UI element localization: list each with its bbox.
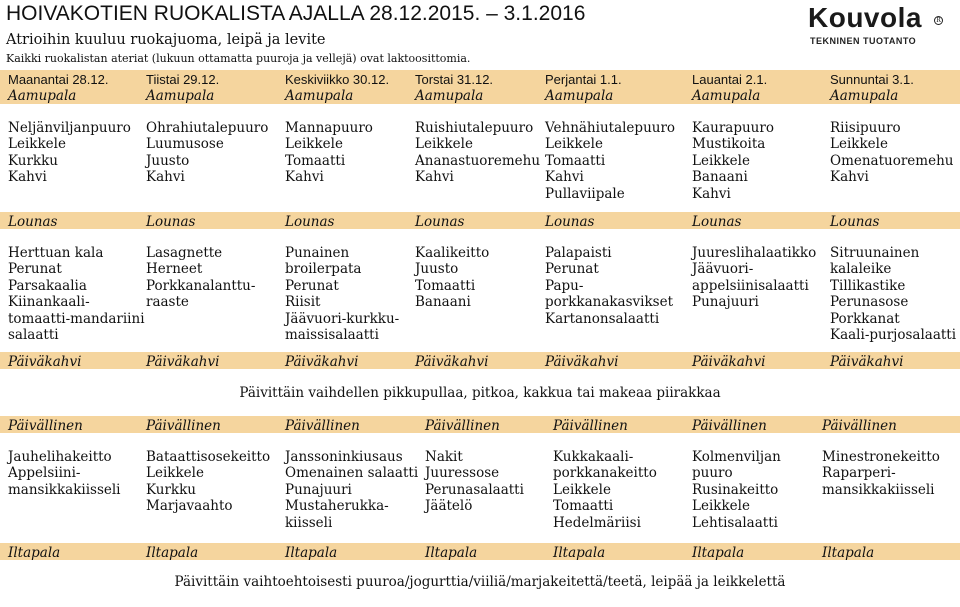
menu-item-paivallinen: mansikkakiisseli xyxy=(822,481,935,498)
menu-item-lounas: Kiinankaali- xyxy=(8,294,90,311)
menu-item-paivallinen: Leikkele xyxy=(553,481,611,498)
menu-item-aamupala: Ananastuoremehu xyxy=(415,152,541,169)
logo-wordmark: Kouvola xyxy=(808,2,922,33)
menu-item-aamupala: Leikkele xyxy=(415,136,473,153)
menu-item-paivallinen: Omenainen salaatti xyxy=(285,465,419,482)
menu-item-paivallinen: Nakit xyxy=(425,449,463,465)
menu-item-paivallinen: kiisseli xyxy=(285,514,333,531)
menu-item-paivallinen: Bataattisosekeitto xyxy=(146,449,271,465)
menu-item-aamupala: Kurkku xyxy=(8,152,58,169)
meal-label-iltapala: Iltapala xyxy=(146,545,199,561)
menu-item-paivallinen: Raparperi- xyxy=(822,465,896,482)
meal-label-paivallinen: Päivällinen xyxy=(146,418,221,434)
menu-item-paivallinen: mansikkakiisseli xyxy=(8,481,121,498)
menu-item-aamupala: Kahvi xyxy=(545,169,584,186)
menu-item-lounas: Lasagnette xyxy=(146,245,223,261)
meal-label-paivakahvi: Päiväkahvi xyxy=(415,354,489,370)
menu-item-paivallinen: Hedelmäriisi xyxy=(553,514,641,531)
menu-item-aamupala: Pullaviipale xyxy=(545,185,625,202)
menu-item-paivallinen: Leikkele xyxy=(692,498,750,515)
meal-label-lounas: Lounas xyxy=(8,214,58,230)
menu-item-paivallinen: Kukkakaali- xyxy=(553,449,634,465)
meal-label-aamupala: Aamupala xyxy=(830,88,899,104)
menu-item-lounas: appelsiinisalaatti xyxy=(692,277,809,294)
registered-mark-icon: R xyxy=(934,16,943,25)
day-header: Maanantai 28.12. xyxy=(8,72,109,87)
meal-label-iltapala: Iltapala xyxy=(692,545,745,561)
menu-item-aamupala: Kaurapuuro xyxy=(692,120,774,136)
menu-item-aamupala: Leikkele xyxy=(830,136,888,153)
day-header: Sunnuntai 3.1. xyxy=(830,72,914,87)
menu-item-aamupala: Luumusose xyxy=(146,136,224,153)
menu-item-lounas: Riisit xyxy=(285,294,321,311)
menu-item-aamupala: Kahvi xyxy=(692,185,731,202)
menu-item-lounas: Tillikastike xyxy=(830,277,906,294)
meal-label-paivakahvi: Päiväkahvi xyxy=(146,354,220,370)
meal-label-lounas: Lounas xyxy=(830,214,880,230)
menu-item-paivallinen: Kolmenviljan xyxy=(692,449,781,465)
lounas-band xyxy=(0,212,960,229)
meal-label-paivakahvi: Päiväkahvi xyxy=(830,354,904,370)
menu-item-aamupala: Mannapuuro xyxy=(285,120,373,136)
menu-item-aamupala: Leikkele xyxy=(8,136,66,153)
menu-item-lounas: Perunat xyxy=(8,261,62,278)
menu-item-lounas: Sitruunainen xyxy=(830,245,920,261)
menu-item-lounas: Jäävuori-kurkku- xyxy=(285,310,400,327)
meal-label-paivallinen: Päivällinen xyxy=(692,418,767,434)
menu-item-paivallinen: puuro xyxy=(692,465,733,482)
menu-item-lounas: tomaatti-mandariini xyxy=(8,310,145,327)
meal-label-paivallinen: Päivällinen xyxy=(822,418,897,434)
menu-item-aamupala: Leikkele xyxy=(692,152,750,169)
meal-label-lounas: Lounas xyxy=(692,214,742,230)
menu-item-lounas: Herttuan kala xyxy=(8,245,104,261)
subtitle: Atrioihin kuuluu ruokajuoma, leipä ja levite xyxy=(6,32,326,48)
menu-item-paivallinen: Lehtisalaatti xyxy=(692,514,778,531)
menu-item-paivallinen: Jauhelihakeitto xyxy=(8,449,112,465)
menu-item-aamupala: Neljänviljanpuuro xyxy=(8,120,131,136)
menu-item-aamupala: Kahvi xyxy=(146,169,185,186)
menu-item-lounas: maissisalaatti xyxy=(285,327,379,343)
menu-item-lounas: Juusto xyxy=(415,261,459,278)
menu-item-paivallinen: Punajuuri xyxy=(285,481,352,498)
menu-item-aamupala: Vehnähiutalepuuro xyxy=(545,120,676,136)
meal-label-aamupala: Aamupala xyxy=(415,88,484,104)
meal-label-iltapala: Iltapala xyxy=(822,545,875,561)
menu-item-paivallinen: Tomaatti xyxy=(553,498,614,515)
logo-tagline: TEKNINEN TUOTANTO xyxy=(810,36,917,46)
meal-label-paivallinen: Päivällinen xyxy=(8,418,83,434)
menu-item-lounas: Juureslihalaatikko xyxy=(692,245,817,261)
menu-item-lounas: Kaalikeitto xyxy=(415,245,490,261)
menu-item-aamupala: Kahvi xyxy=(415,169,454,186)
meal-label-paivallinen: Päivällinen xyxy=(553,418,628,434)
menu-item-lounas: Jäävuori- xyxy=(692,261,754,278)
menu-item-paivallinen: Juuressose xyxy=(425,465,500,482)
meal-label-paivakahvi: Päiväkahvi xyxy=(285,354,359,370)
menu-item-paivallinen: Marjavaahto xyxy=(146,498,233,515)
menu-item-paivallinen: Minestronekeitto xyxy=(822,449,940,465)
menu-item-aamupala: Leikkele xyxy=(545,136,603,153)
menu-item-aamupala: Banaani xyxy=(692,169,748,186)
menu-item-lounas: porkkanakasvikset xyxy=(545,294,673,311)
iltapala-note: Päivittäin vaihtoehtoisesti puuroa/jogurttia/viiliä/marjakeitettä/teetä, leipää ja leikkelettä xyxy=(174,574,786,590)
iltapala-band xyxy=(0,543,960,560)
menu-item-lounas: broilerpata xyxy=(285,261,362,278)
menu-item-lounas: Perunasose xyxy=(830,294,909,311)
menu-item-lounas: Punajuuri xyxy=(692,294,759,311)
menu-item-aamupala: Riisipuuro xyxy=(830,120,901,136)
paivakahvi-note: Päivittäin vaihdellen pikkupullaa, pitkoa, kakkua tai makeaa piirakkaa xyxy=(239,385,721,401)
meal-label-aamupala: Aamupala xyxy=(8,88,77,104)
day-header: Lauantai 2.1. xyxy=(692,72,768,87)
kouvola-logo xyxy=(808,2,958,50)
menu-item-lounas: raaste xyxy=(146,294,189,311)
menu-item-lounas: Herneet xyxy=(146,261,203,278)
meal-label-aamupala: Aamupala xyxy=(692,88,761,104)
meal-label-iltapala: Iltapala xyxy=(553,545,606,561)
menu-item-aamupala: Kahvi xyxy=(285,169,324,186)
meal-label-iltapala: Iltapala xyxy=(285,545,338,561)
lactose-note: Kaikki ruokalistan ateriat (lukuun ottamatta puuroja ja vellejä) ovat laktoosittomia. xyxy=(6,52,471,65)
menu-item-lounas: Parsakaalia xyxy=(8,277,87,294)
menu-item-lounas: Banaani xyxy=(415,294,471,311)
day-header: Torstai 31.12. xyxy=(415,72,494,87)
menu-item-lounas: Porkkanat xyxy=(830,310,900,327)
menu-item-aamupala: Mustikoita xyxy=(692,136,766,153)
menu-item-aamupala: Tomaatti xyxy=(545,152,606,169)
menu-item-aamupala: Leikkele xyxy=(285,136,343,153)
menu-item-aamupala: Ohrahiutalepuuro xyxy=(146,120,269,136)
menu-item-paivallinen: Rusinakeitto xyxy=(692,481,779,498)
menu-item-lounas: Tomaatti xyxy=(415,277,476,294)
menu-item-aamupala: Kahvi xyxy=(8,169,47,186)
meal-label-lounas: Lounas xyxy=(415,214,465,230)
menu-item-aamupala: Kahvi xyxy=(830,169,869,186)
day-header: Perjantai 1.1. xyxy=(545,72,622,87)
menu-item-paivallinen: Mustaherukka- xyxy=(285,498,389,515)
menu-item-paivallinen: Janssoninkiusaus xyxy=(285,449,403,465)
day-header: Tiistai 29.12. xyxy=(146,72,220,87)
meal-label-iltapala: Iltapala xyxy=(425,545,478,561)
meal-label-paivakahvi: Päiväkahvi xyxy=(545,354,619,370)
menu-item-lounas: Porkkanalanttu- xyxy=(146,277,256,294)
menu-item-paivallinen: Kurkku xyxy=(146,481,196,498)
menu-item-aamupala: Juusto xyxy=(146,152,190,169)
meal-label-lounas: Lounas xyxy=(545,214,595,230)
meal-label-lounas: Lounas xyxy=(285,214,335,230)
meal-label-paivakahvi: Päiväkahvi xyxy=(692,354,766,370)
meal-label-iltapala: Iltapala xyxy=(8,545,61,561)
menu-item-lounas: Kaali-purjosalaatti xyxy=(830,327,957,343)
menu-item-lounas: Punainen xyxy=(285,245,350,261)
menu-item-paivallinen: Leikkele xyxy=(146,465,204,482)
menu-item-lounas: salaatti xyxy=(8,327,59,343)
menu-item-paivallinen: Perunasalaatti xyxy=(425,481,524,498)
day-header: Keskiviikko 30.12. xyxy=(285,72,390,87)
menu-item-lounas: Perunat xyxy=(545,261,599,278)
menu-item-paivallinen: Appelsiini- xyxy=(8,465,81,482)
meal-label-aamupala: Aamupala xyxy=(146,88,215,104)
page-title: HOIVAKOTIEN RUOKALISTA AJALLA 28.12.2015. – 3.1.2016 xyxy=(6,2,586,25)
menu-item-paivallinen: porkkanakeitto xyxy=(553,465,657,482)
meal-label-paivakahvi: Päiväkahvi xyxy=(8,354,82,370)
menu-item-lounas: Kartanonsalaatti xyxy=(545,310,660,327)
menu-item-lounas: Papu- xyxy=(545,277,584,294)
menu-item-lounas: Palapaisti xyxy=(545,245,612,261)
menu-item-lounas: Perunat xyxy=(285,277,339,294)
meal-label-aamupala: Aamupala xyxy=(545,88,614,104)
menu-item-paivallinen: Jäätelö xyxy=(425,498,473,515)
meal-label-lounas: Lounas xyxy=(146,214,196,230)
menu-item-aamupala: Tomaatti xyxy=(285,152,346,169)
meal-label-aamupala: Aamupala xyxy=(285,88,354,104)
meal-label-paivallinen: Päivällinen xyxy=(425,418,500,434)
meal-label-paivallinen: Päivällinen xyxy=(285,418,360,434)
menu-item-aamupala: Omenatuoremehu xyxy=(830,152,954,169)
menu-item-lounas: kalaleike xyxy=(830,261,892,278)
menu-item-aamupala: Ruishiutalepuuro xyxy=(415,120,534,136)
